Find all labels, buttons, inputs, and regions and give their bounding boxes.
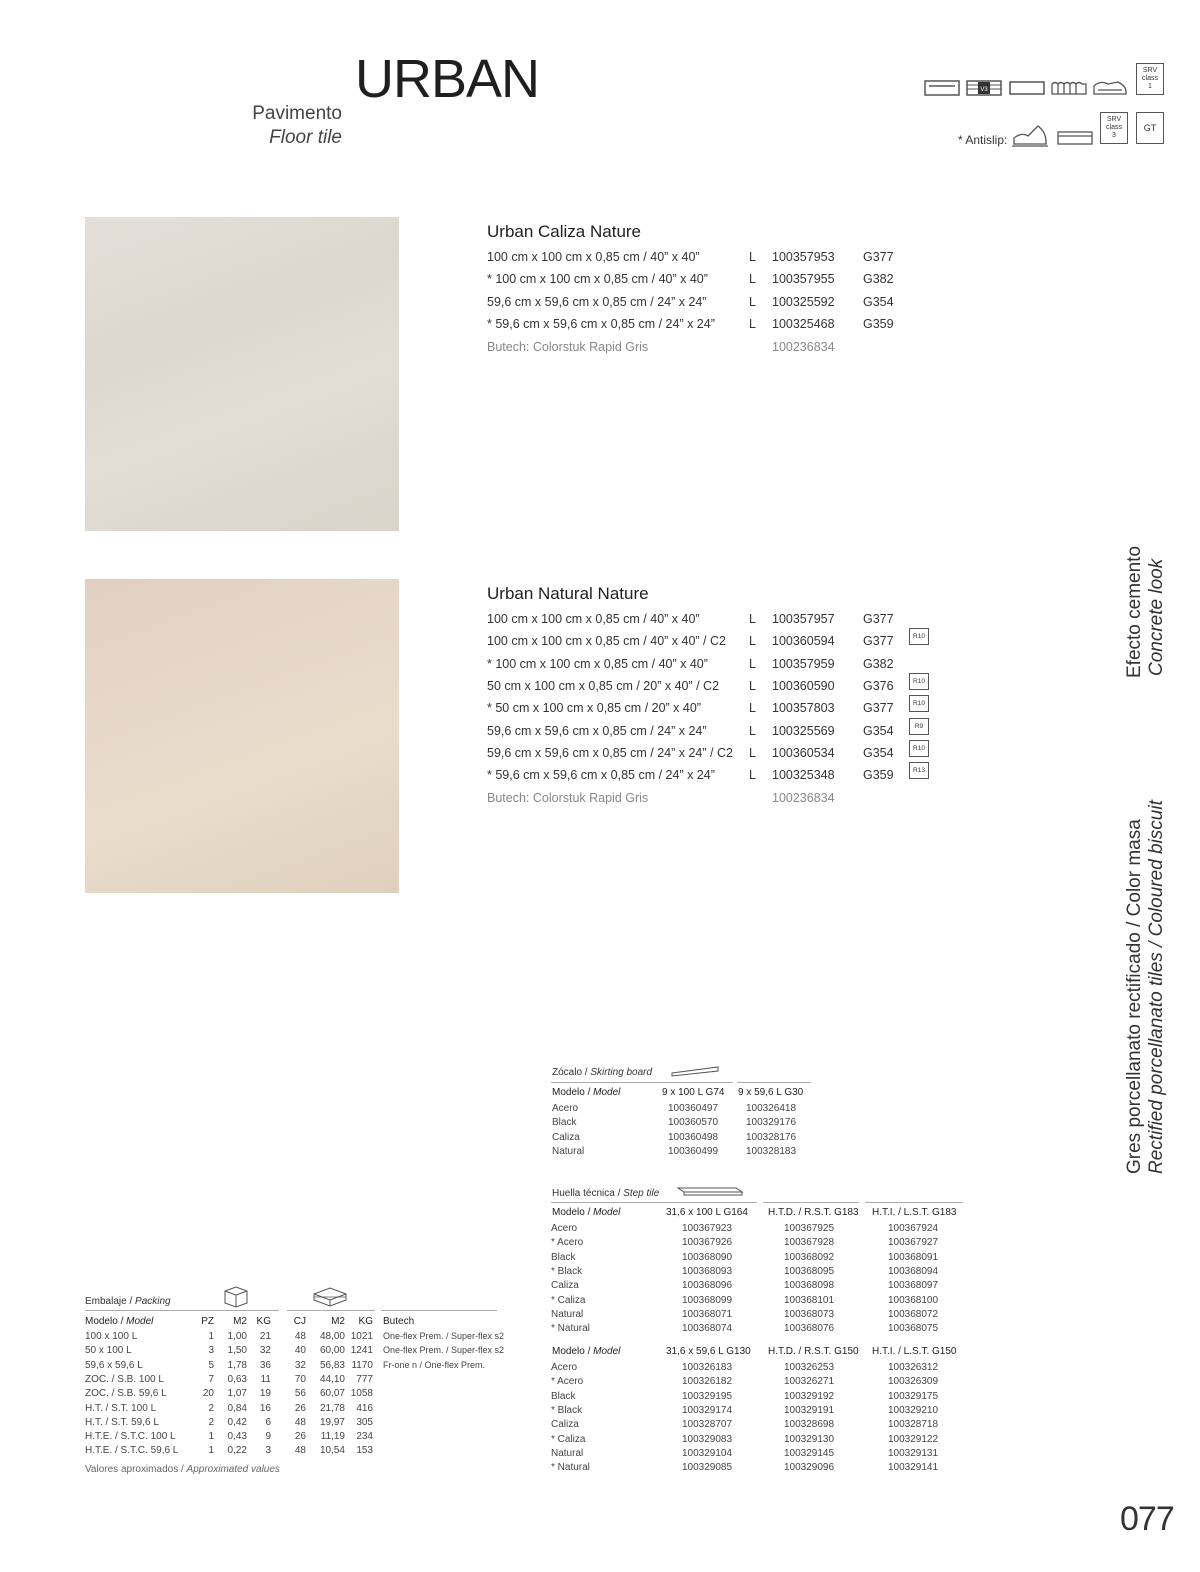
step-code: 100328718 [888,1419,939,1431]
skirting-row-name: Black [552,1117,577,1129]
packing-value: 3 [208,1345,214,1357]
step-code: 100329085 [682,1462,733,1474]
step-code: 100328698 [784,1419,835,1431]
step-code: 100328707 [682,1419,733,1431]
packing-value: 1 [208,1331,214,1342]
size-desc: 100 cm x 100 cm x 0,85 cm / 40” x 40” [487,250,700,264]
packing-value: 40 [294,1345,306,1357]
packing-value: 60,07 [319,1388,345,1400]
step-row-name: Natural [551,1308,584,1320]
srv-class-3-badge [1100,112,1128,144]
step-row-name: * Acero [551,1237,584,1249]
skirting-code: 100360570 [668,1117,719,1129]
box-icon [222,1284,250,1308]
packing-col-header: KG [256,1316,271,1327]
step-code: 100326309 [888,1376,939,1388]
product-row [487,250,947,268]
product-row [487,679,947,697]
skirting-code: 100328176 [746,1131,797,1143]
step-code: 100329145 [784,1447,835,1459]
step-code: 100368071 [682,1308,733,1320]
price-group: G359 [863,316,894,331]
step-model-header [552,1207,620,1218]
skirting-label [552,1067,652,1078]
slip-rating-badge: R10 [909,673,929,690]
step-model-header [552,1346,620,1357]
barefoot-icon [1012,126,1048,146]
edge-type: L [749,678,756,693]
step-row-name: Caliza [551,1280,579,1292]
edge-type: L [749,701,756,716]
packing-col-header: PZ [201,1316,214,1327]
product-code: 100360594 [772,634,835,649]
step-row-name: * Natural [551,1462,590,1474]
srv3-number: 3 [1112,132,1116,139]
packing-col-header: KG [358,1316,373,1327]
skirting-row-name: Natural [552,1145,585,1157]
model-en: Model [593,1087,621,1098]
product-code: 100325348 [772,768,835,783]
side-look-en: Concrete look [1146,558,1167,676]
packing-value: 70 [294,1373,306,1385]
skirting-code: 100360499 [668,1145,719,1157]
packing-value: 20 [202,1388,214,1400]
slip-rating-badge: R10 [909,695,929,712]
packing-value: 2 [208,1402,214,1414]
packing-value: 234 [356,1431,373,1443]
step-code: 100329210 [888,1404,939,1416]
srv1-label: SRV [1142,67,1158,74]
tile-thickness-icon [1010,82,1044,94]
step-label-es: Huella técnica / [552,1188,624,1199]
packing-value: 32 [259,1345,271,1357]
butech-row [487,791,947,809]
packing-row-model: H.T. / S.T. 100 L [85,1402,157,1414]
side-look-es: Efecto cemento [1124,545,1145,678]
step-tile-icon [676,1182,744,1198]
step-line-3 [865,1202,963,1203]
packing-value: 1,78 [227,1359,247,1371]
packing-value: 26 [294,1431,306,1443]
packing-value: 1,50 [227,1345,247,1357]
subtitle-en: Floor tile [269,127,342,148]
butech-row [487,340,947,358]
step-label-en: Step tile [623,1188,660,1199]
edge-type: L [749,745,756,760]
packing-row-model: ZOC. / S.B. 100 L [85,1373,164,1385]
step-code: 100368091 [888,1251,939,1263]
size-desc: 50 cm x 100 cm x 0,85 cm / 20” x 40” / C2 [487,678,720,693]
edge-type: L [749,316,756,331]
packing-value: 11 [260,1373,271,1385]
step-code: 100326271 [784,1376,835,1388]
price-group: G359 [863,768,894,783]
packing-row-model: ZOC. / S.B. 59,6 L [85,1388,167,1400]
packing-value: 0,43 [227,1431,247,1443]
packing-value: 1 [208,1445,214,1457]
step-code: 100368073 [784,1308,835,1320]
step-row-name: Natural [551,1447,584,1459]
step-row-name: Black [551,1251,576,1263]
packing-value: 48 [294,1445,306,1457]
price-group: G354 [863,745,894,760]
packing-value: 19,97 [319,1416,345,1428]
product-code: 100357953 [772,250,835,264]
butech-code: 100236834 [772,340,835,355]
skirting-model-header [552,1087,620,1098]
srv3-label: SRV [1106,116,1122,123]
skirting-code: 100360498 [668,1131,719,1143]
product-row [487,272,947,290]
side-type-en: Rectified porcellanato tiles / Coloured biscuit [1146,800,1167,1174]
packing-value: 44,10 [319,1373,345,1385]
packing-value: 26 [294,1402,306,1414]
product-row [487,657,947,675]
step-code: 100367928 [784,1237,835,1249]
step-code: 100329131 [888,1447,939,1459]
packing-value: 11,19 [320,1431,345,1443]
edge-type: L [749,723,756,738]
packing-value: 16 [259,1402,271,1414]
product-title-natural: Urban Natural Nature [487,584,649,603]
packing-label-en: Packing [135,1296,171,1307]
slip-rating-badge: R9 [909,718,929,735]
packing-col-header: CJ [293,1316,306,1327]
price-group: G382 [863,272,894,287]
packing-value: 60,00 [319,1345,345,1357]
price-group: G382 [863,656,894,671]
packing-line-3 [381,1310,497,1311]
packing-value: 1,00 [227,1331,247,1342]
packing-value: 21,78 [319,1402,345,1414]
packing-value: 0,84 [227,1402,247,1414]
butech-desc: Butech: Colorstuk Rapid Gris [487,791,649,806]
packing-value: 36 [259,1359,271,1371]
srv1-class: class [1142,75,1158,82]
packing-label-es: Embalaje / [85,1296,136,1307]
packing-row-model: H.T. / S.T. 59,6 L [85,1416,159,1428]
skirting-board-icon [670,1061,722,1077]
model-en: Model [126,1316,154,1327]
step-code: 100326253 [784,1362,835,1373]
step-code: 100367925 [784,1223,835,1234]
edge-type: L [749,294,756,309]
product-row [487,295,947,313]
step-line-2 [763,1202,859,1203]
packing-label [85,1296,171,1307]
packing-value: 9 [265,1431,271,1443]
butech-code: 100236834 [772,791,835,806]
packing-value: 1021 [350,1331,373,1342]
step-row-name: * Acero [551,1376,584,1388]
packing-value: 0,42 [227,1416,247,1428]
step-code: 100368092 [784,1251,835,1263]
packing-value: 1058 [350,1388,373,1400]
gt-badge: GT [1136,112,1164,144]
rectified-edge-icon [925,81,959,95]
step-code: 100368093 [682,1265,733,1277]
packing-value: 6 [265,1416,271,1428]
skirting-code: 100329176 [746,1117,797,1129]
product-code: 100360534 [772,745,835,760]
step-code: 100326182 [682,1376,733,1388]
packing-value: 56,83 [319,1359,345,1371]
packing-row-model: H.T.E. / S.T.C. 59,6 L [85,1445,179,1457]
size-desc: * 100 cm x 100 cm x 0,85 cm / 40” x 40” [487,272,708,287]
packing-row-model: H.T.E. / S.T.C. 100 L [85,1431,176,1443]
packing-butech: One-flex Prem. / Super-flex s2 [383,1331,505,1341]
edge-type: L [749,272,756,287]
skirting-code: 100360497 [668,1103,719,1114]
packing-note [85,1464,280,1475]
price-group: G377 [863,701,894,716]
product-code: 100357957 [772,612,835,626]
step-row-name: * Caliza [551,1294,586,1306]
step-edge-icon [1058,132,1092,144]
step-code: 100326183 [682,1362,733,1373]
packing-value: 1,07 [227,1388,247,1400]
step-row-name: Acero [551,1223,578,1234]
skirting-line-2 [737,1082,811,1083]
step-row-name: * Caliza [551,1433,586,1445]
product-row [487,724,947,742]
step-row-name: * Black [551,1265,583,1277]
packing-value: 48 [294,1416,306,1428]
edge-type: L [749,768,756,783]
model-es: Modelo / [552,1087,594,1098]
price-group: G377 [863,250,894,264]
step-col-header: H.T.D. / R.S.T. G150 [768,1346,859,1357]
packing-value: 7 [208,1373,214,1385]
size-desc: 100 cm x 100 cm x 0,85 cm / 40” x 40” [487,612,700,626]
step-code: 100329141 [888,1462,939,1474]
edge-type: L [749,634,756,649]
packing-row-model: 59,6 x 59,6 L [85,1359,143,1371]
step-code: 100329191 [784,1404,835,1416]
size-desc: * 50 cm x 100 cm x 0,85 cm / 20” x 40” [487,701,701,716]
model-es: Modelo / [85,1316,127,1327]
step-code: 100329104 [682,1447,733,1459]
model-es: Modelo / [552,1346,594,1357]
size-desc: 59,6 cm x 59,6 cm x 0,85 cm / 24” x 24” [487,723,707,738]
edge-type: L [749,612,756,626]
packing-model-header [85,1316,153,1327]
step-code: 100368096 [682,1280,733,1292]
skirting-code: 100328183 [746,1145,797,1157]
step-code: 100329175 [888,1390,939,1402]
product-row [487,768,947,786]
skirting-col-header: 9 x 59,6 L G30 [738,1087,804,1098]
product-title-caliza: Urban Caliza Nature [487,222,642,241]
step-col-header: 31,6 x 100 L G164 [666,1207,748,1218]
antislip-icons [1010,122,1096,152]
packing-line-1 [85,1310,279,1311]
price-group: G377 [863,634,894,649]
skirting-code: 100326418 [746,1103,797,1114]
packing-value: 21 [259,1331,271,1342]
step-code: 100367924 [888,1223,939,1234]
step-code: 100329130 [784,1433,835,1445]
slip-rating-badge: R10 [909,740,929,757]
step-code: 100368100 [888,1294,939,1306]
packing-value: 1170 [351,1359,373,1371]
size-desc: 59,6 cm x 59,6 cm x 0,85 cm / 24” x 24” [487,294,707,309]
packing-value: 32 [294,1359,306,1371]
packing-value: 2 [208,1416,214,1428]
tile-image-caliza [85,217,399,531]
skirting-row-name: Acero [552,1103,579,1114]
step-code: 100329122 [888,1433,939,1445]
butech-desc: Butech: Colorstuk Rapid Gris [487,340,649,355]
step-code: 100368072 [888,1308,939,1320]
step-code: 100368094 [888,1265,939,1277]
product-code: 100325592 [772,294,835,309]
step-code: 100368090 [682,1251,733,1263]
product-code: 100360590 [772,678,835,693]
packing-note-es: Valores aproximados / [85,1464,187,1475]
pallet-icon [310,1284,350,1308]
packing-butech: Fr-one n / One-flex Prem. [383,1359,486,1370]
srv3-class: class [1106,124,1122,131]
step-code: 100329096 [784,1462,835,1474]
step-col-header: H.T.I. / L.S.T. G150 [872,1346,957,1357]
product-row [487,612,947,630]
price-group: G376 [863,678,894,693]
step-code: 100368097 [888,1280,939,1292]
packing-row-model: 100 x 100 L [85,1331,138,1342]
step-code: 100329195 [682,1390,733,1402]
side-type-es: Gres porcellanato rectificado / Color masa [1124,819,1145,1174]
edge-type: L [749,250,756,264]
product-code: 100357803 [772,701,835,716]
packing-value: 3 [265,1445,271,1457]
packing-col-header: M2 [233,1316,247,1327]
packing-line-2 [287,1310,375,1311]
packing-col-header: M2 [331,1316,345,1327]
packing-note-en: Approximated values [186,1464,280,1475]
packing-value: 10,54 [319,1445,345,1457]
page-number: 077 [1120,1500,1174,1538]
product-code: 100357959 [772,656,835,671]
product-row [487,634,947,652]
price-group: G377 [863,612,894,626]
step-col-header: H.T.I. / L.S.T. G183 [872,1207,957,1218]
frost-resistant-icon [1052,83,1086,95]
packing-value: 153 [356,1445,373,1457]
packing-value: 48,00 [319,1331,345,1342]
packing-value: 1 [208,1431,214,1443]
product-code: 100325468 [772,316,835,331]
product-row [487,746,947,764]
model-en: Model [593,1207,621,1218]
step-label [552,1188,659,1199]
step-code: 100368074 [682,1323,733,1335]
packing-value: 777 [356,1373,373,1385]
product-code: 100357955 [772,272,835,287]
model-es: Modelo / [552,1207,594,1218]
step-row-name: Black [551,1390,576,1402]
packing-value: 1241 [350,1345,373,1357]
skirting-label-en: Skirting board [590,1067,653,1078]
packing-value: 0,63 [227,1373,247,1385]
step-row-name: Acero [551,1362,578,1373]
packing-value: 305 [356,1416,373,1428]
skirting-line [551,1082,733,1083]
step-code: 100326312 [888,1362,939,1373]
step-code: 100329083 [682,1433,733,1445]
step-code: 100367923 [682,1223,733,1234]
srv-class-1-badge [1136,63,1164,95]
product-row [487,317,947,335]
packing-value: 48 [294,1331,306,1342]
step-code: 100367927 [888,1237,939,1249]
shoe-traffic-icon [1094,82,1126,94]
step-row-name: * Natural [551,1323,590,1335]
packing-value: 56 [294,1388,306,1400]
step-col-header: 31,6 x 59,6 L G130 [666,1346,751,1357]
step-code: 100368101 [784,1294,835,1306]
step-code: 100329174 [682,1404,733,1416]
tile-image-natural [85,579,399,893]
size-desc: 100 cm x 100 cm x 0,85 cm / 40” x 40” / C2 [487,634,726,649]
packing-col-header: Butech [383,1316,415,1327]
step-code: 100368095 [784,1265,835,1277]
subtitle-es: Pavimento [252,103,342,124]
step-code: 100368075 [888,1323,939,1335]
step-row-name: * Black [551,1404,583,1416]
step-code: 100368098 [784,1280,835,1292]
skirting-row-name: Caliza [552,1131,580,1143]
packing-value: 416 [356,1402,373,1414]
skirting-label-es: Zócalo / [552,1067,591,1078]
step-code: 100368099 [682,1294,733,1306]
slip-rating-badge: R10 [909,628,929,645]
v3-label: V3 [980,87,988,93]
step-code: 100368076 [784,1323,835,1335]
packing-row-model: 50 x 100 L [85,1345,132,1357]
step-row-name: Caliza [551,1419,579,1431]
step-line-1 [551,1202,757,1203]
product-code: 100325569 [772,723,835,738]
step-code: 100329192 [784,1390,835,1402]
srv1-number: 1 [1148,83,1152,90]
packing-value: 5 [208,1359,214,1371]
price-group: G354 [863,723,894,738]
skirting-col-header: 9 x 100 L G74 [662,1087,725,1098]
packing-butech: One-flex Prem. / Super-flex s2 [383,1345,505,1356]
slip-rating-badge: R13 [909,762,929,779]
antislip-label: * Antislip: [958,133,1008,147]
size-desc: 59,6 cm x 59,6 cm x 0,85 cm / 24” x 24” / C2 [487,745,733,760]
step-col-header: H.T.D. / R.S.T. G183 [768,1207,859,1218]
size-desc: * 100 cm x 100 cm x 0,85 cm / 40” x 40” [487,656,708,671]
model-en: Model [593,1346,621,1357]
size-desc: * 59,6 cm x 59,6 cm x 0,85 cm / 24” x 24” [487,768,715,783]
price-group: G354 [863,294,894,309]
packing-value: 19 [259,1388,271,1400]
product-row [487,701,947,719]
edge-type: L [749,656,756,671]
page-title: URBAN [355,49,540,109]
step-code: 100367926 [682,1237,733,1249]
size-desc: * 59,6 cm x 59,6 cm x 0,85 cm / 24” x 24” [487,316,715,331]
packing-value: 0,22 [227,1445,247,1457]
